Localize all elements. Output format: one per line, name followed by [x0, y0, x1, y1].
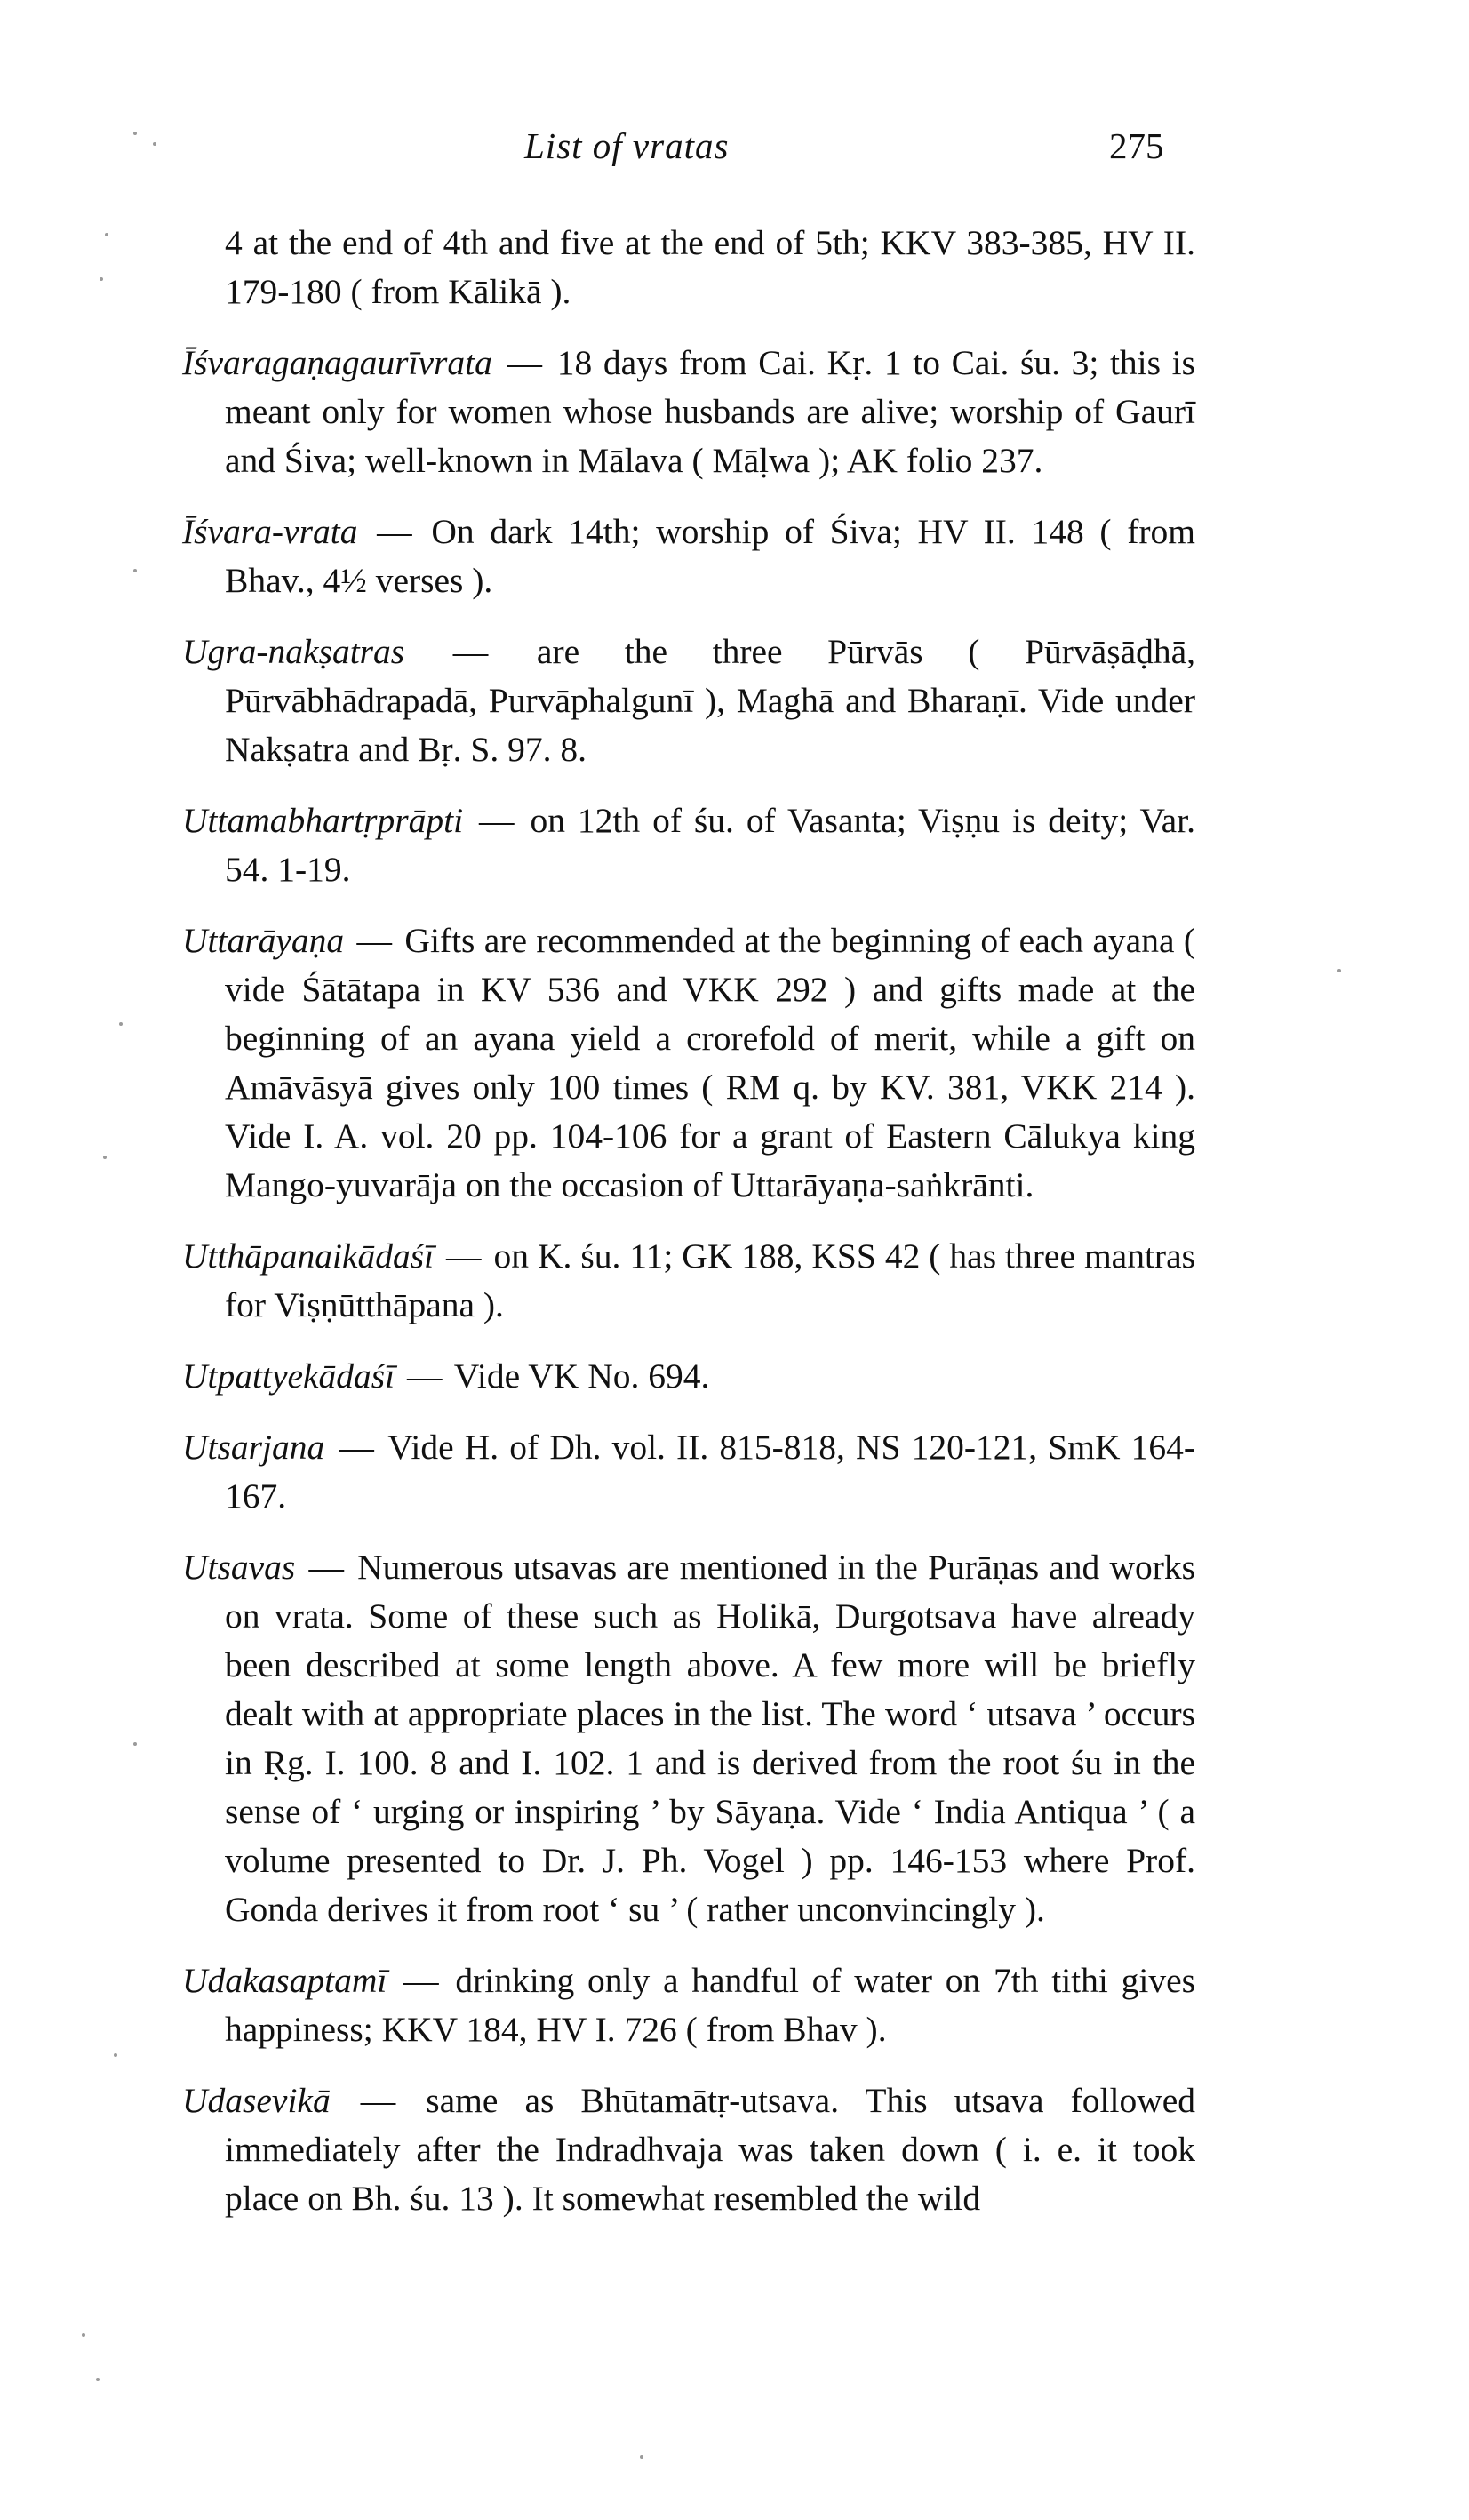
- entry-text: On dark 14th; worship of Śiva; HV II. 148 ( from Bhav., 4½ verses ).: [225, 512, 1196, 600]
- entry-headword: Utpattyekādaśī: [182, 1356, 395, 1396]
- page-number: 275: [1109, 125, 1164, 166]
- entry-text: Numerous utsavas are mentioned in the Purāṇas and works on vrata. Some of these such as Holikā, Durgotsava have already been described at some length above. A few more will be briefly dealt with at appropriate places in the list. The word ‘ utsava ’ occurs in Ṛg. I. 100. 8 and I. 102. 1 and is derived from the root śu in the sense of ‘ urging or inspiring ’ by Sāyaṇa. Vide ‘ India Antiqua ’ ( a volume presented to Dr. J. Ph. Vogel ) pp. 146-153 where Prof. Gonda derives it from root ‘ su ’ ( rather unconvincingly ).: [225, 1548, 1196, 1929]
- scan-speck: [96, 2378, 100, 2381]
- scan-speck: [133, 569, 137, 572]
- entry-dash: —: [360, 2081, 396, 2120]
- entry-dash: —: [339, 1428, 374, 1467]
- scan-speck: [103, 1156, 107, 1159]
- entry-dash: —: [377, 512, 412, 551]
- entry-headword: Īśvara-vrata: [182, 512, 358, 551]
- list-entry: [182, 916, 1195, 1210]
- scan-speck: [82, 2333, 85, 2337]
- scan-speck: [100, 277, 103, 281]
- entry-text: drinking only a handful of water on 7th tithi gives happiness; KKV 184, HV I. 726 ( from Bhav ).: [225, 1961, 1196, 2049]
- entry-dash: —: [452, 632, 489, 671]
- entry-dash: —: [356, 921, 393, 960]
- entry-text: on K. śu. 11; GK 188, KSS 42 ( has three mantras for Viṣṇūtthāpana ).: [225, 1236, 1195, 1324]
- scan-speck: [1337, 969, 1341, 972]
- scan-speck: [640, 2455, 643, 2459]
- entry-text: Vide H. of Dh. vol. II. 815-818, NS 120-121, SmK 164-167.: [225, 1428, 1195, 1516]
- entry-headword: Īśvaragaṇagaurīvrata: [182, 343, 492, 382]
- vrata-list: [182, 219, 1195, 2245]
- continued-entry-text: 4 at the end of 4th and five at the end of 5th; KKV 383-385, HV II. 179-180 ( from Kālikā ).: [225, 223, 1195, 311]
- entry-dash: —: [479, 801, 515, 840]
- scan-speck: [119, 1022, 123, 1026]
- scan-speck: [133, 1742, 137, 1746]
- list-entry: [182, 2076, 1195, 2223]
- scan-speck: [153, 142, 156, 146]
- entry-text: are the three Pūrvās ( Pūrvāṣāḍhā, Pūrvābhādrapadā, Purvāphalgunī ), Maghā and Bharaṇī. Vide under Nakṣatra and Bṛ. S. 97. 8.: [225, 632, 1196, 769]
- list-entry: [182, 628, 1195, 774]
- entry-headword: Utsarjana: [182, 1428, 325, 1467]
- entry-dash: —: [507, 343, 543, 382]
- list-entry: [182, 339, 1195, 485]
- entry-text: Vide VK No. 694.: [453, 1356, 710, 1396]
- entry-headword: Utsavas: [182, 1548, 296, 1587]
- entry-dash: —: [407, 1356, 443, 1396]
- list-entry: [182, 1956, 1195, 2054]
- entry-dash: —: [446, 1236, 482, 1276]
- entry-headword: Uttamabhartṛprāpti: [182, 801, 464, 840]
- entry-dash: —: [308, 1548, 344, 1587]
- entry-text: 18 days from Cai. Kṛ. 1 to Cai. śu. 3; this is meant only for women whose husbands are alive; worship of Gaurī and Śiva; well-known in Mālava ( Māḷwa ); AK folio 237.: [225, 343, 1196, 480]
- list-entry: [182, 508, 1195, 605]
- entry-text: on 12th of śu. of Vasanta; Viṣṇu is deity; Var. 54. 1-19.: [225, 801, 1195, 889]
- entry-dash: —: [403, 1961, 439, 2000]
- scan-speck: [105, 233, 108, 236]
- entry-text: Gifts are recommended at the beginning of each ayana ( vide Śātātapa in KV 536 and VKK 292 ) and gifts made at the beginning of an ayana yield a crorefold of merit, while a gift on Amāvāsyā gives only 100 times ( RM q. by KV. 381, VKK 214 ). Vide I. A. vol. 20 pp. 104-106 for a grant of Eastern Cālukya king Mango-yuvarāja on the occasion of Uttarāyaṇa-saṅkrānti.: [225, 921, 1196, 1204]
- entry-text: same as Bhūtamātṛ-utsava. This utsava followed immediately after the Indradhvaja was taken down ( i. e. it took place on Bh. śu. 13 ). It somewhat resembled the wild: [225, 2081, 1195, 2218]
- entry-headword: Ugra-nakṣatras: [182, 632, 405, 671]
- running-head: [0, 124, 1469, 178]
- entry-headword: Udasevikā: [182, 2081, 331, 2120]
- list-entry: [182, 1232, 1195, 1330]
- list-entry: [182, 1352, 1195, 1401]
- running-title: List of vratas: [524, 125, 730, 166]
- list-entry: [182, 1543, 1195, 1934]
- entry-headword: Udakasaptamī: [182, 1961, 387, 2000]
- list-entry: [182, 1423, 1195, 1521]
- entry-headword: Uttarāyaṇa: [182, 921, 345, 960]
- list-entry: [182, 796, 1195, 894]
- entry-headword: Utthāpanaikādaśī: [182, 1236, 435, 1276]
- scan-speck: [114, 2053, 117, 2057]
- scan-speck: [133, 132, 137, 135]
